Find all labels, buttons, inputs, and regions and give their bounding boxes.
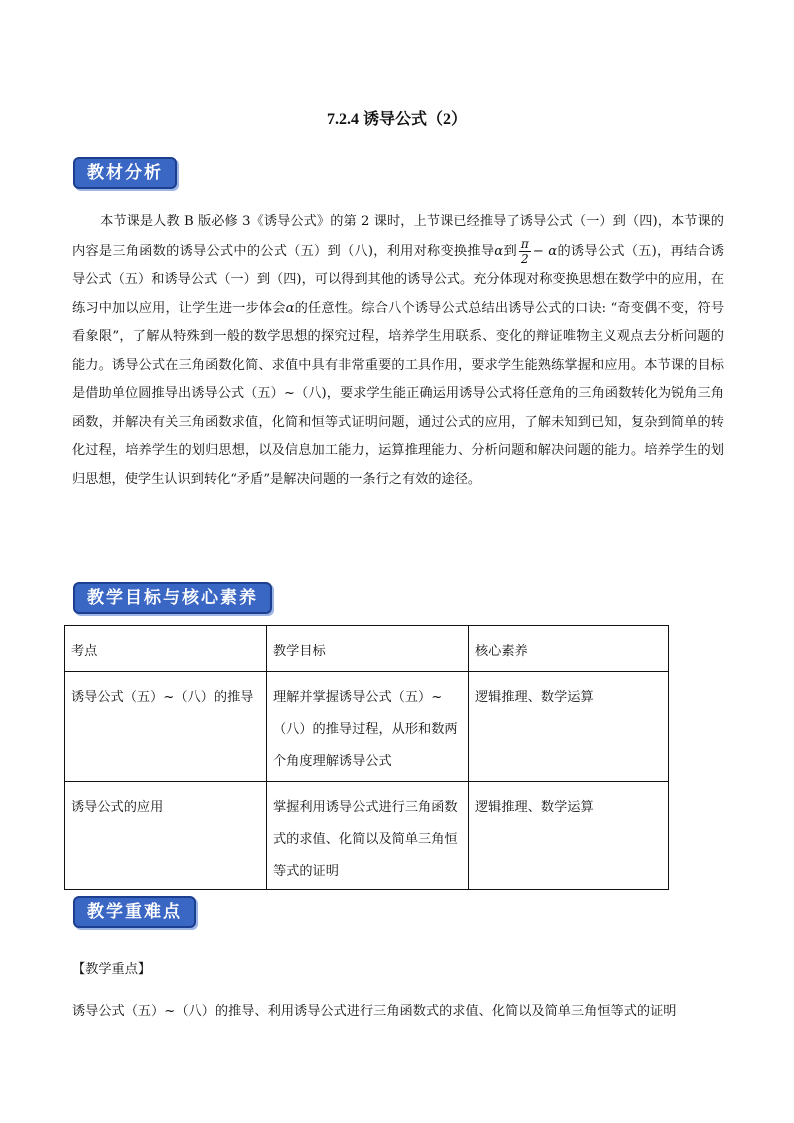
- analysis-text-part3: 的任意性。综合八个诱导公式总结出诱导公式的口诀: “奇变偶不变，符号看象限”，了解从特殊到一般的数学思想的探究过程，培养学生用联系、变化的辩证唯物主义观点去分析问题的能力。诱导公式在三角函数化简、求值中具有非常重要的工具作用，要求学生能熟练掌握和应用。本节课的目标是借助单位圆推导出诱导公式（五）~（八)，要求学生能正确运用诱导公式将任意角的三角函数转化为锐角三角函数，并解决有关三角函数求值，化简和恒等式证明问题，通过公式的应用，了解未知到已知，复杂到简单的转化过程，培养学生的划归思想，以及信息加工能力，运算推理能力、分析问题和解决问题的能力。培养学生的划归思想，使学生认识到转化“矛盾”是解决问题的一条行之有效的途径。: [72, 300, 725, 487]
- table-row: [65, 782, 669, 890]
- section-badge-goals: 教学目标与核心素养: [73, 582, 272, 614]
- table-cell: 诱导公式（五）~（八）的推导: [65, 672, 267, 782]
- section-badge-analysis: 教材分析: [73, 157, 177, 189]
- table-header-cell: 核心素养: [469, 626, 669, 672]
- table-header-row: [65, 626, 669, 672]
- keypoint-text: 诱导公式（五）~（八）的推导、利用诱导公式进行三角函数式的求值、化简以及简单三角恒等式的证明: [72, 1004, 677, 1019]
- table-cell: 理解并掌握诱导公式（五）~（八）的推导过程，从形和数两个角度理解诱导公式: [267, 672, 469, 782]
- alpha-symbol: α: [494, 243, 504, 259]
- alpha-symbol-2: α: [285, 300, 295, 316]
- table-cell: 逻辑推理、数学运算: [469, 672, 669, 782]
- table-cell: 诱导公式的应用: [65, 782, 267, 890]
- fraction-numerator: π: [520, 236, 529, 251]
- document-title: 7.2.4 诱导公式（2）: [326, 111, 467, 128]
- table-cell: 掌握利用诱导公式进行三角函数式的求值、化简以及简单三角恒等式的证明: [267, 782, 469, 890]
- analysis-to: 到: [503, 243, 517, 259]
- table-row: [65, 672, 669, 782]
- analysis-paragraph: [72, 208, 724, 494]
- goals-table: [64, 625, 669, 890]
- pi-over-2-fraction: [519, 237, 531, 266]
- minus-alpha: − α: [532, 243, 558, 259]
- analysis-text-part2: 的诱导公式（五)，再结合诱导公式（五）和诱导公式（一）到（四)，可以得到其他的诱导公式。充分体现对称变换思想在数学中的应用，在练习中加以应用，让学生进一步体会: [72, 243, 724, 316]
- section-badge-keypoints: 教学重难点: [73, 896, 196, 928]
- table-header-cell: 教学目标: [267, 626, 469, 672]
- fraction-denominator: 2: [521, 251, 529, 266]
- table-cell: 逻辑推理、数学运算: [469, 782, 669, 890]
- analysis-text-part1: 本节课是人教 B 版必修 3《诱导公式》的第 2 课时，上节课已经推导了诱导公式（一）到（四)，本节课的内容是三角函数的诱导公式中的公式（五）到（八)，利用对称变换推导: [72, 214, 724, 259]
- table-header-cell: 考点: [65, 626, 267, 672]
- keypoint-label: 【教学重点】: [72, 962, 152, 977]
